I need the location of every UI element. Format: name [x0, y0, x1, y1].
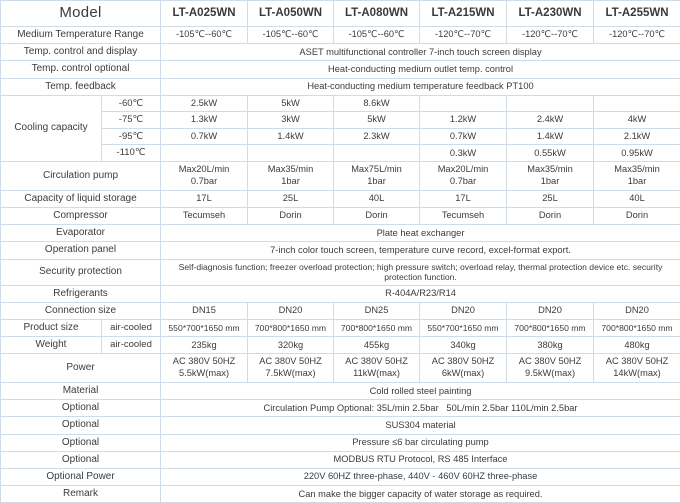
cell-weight-1: 320kg — [248, 337, 334, 354]
table-header-row — [1, 1, 680, 27]
cell-connection-size-1: DN20 — [248, 302, 334, 319]
cell-optional-pressure-value: Pressure ≤6 bar circulating pump — [161, 434, 680, 451]
cell-cooling-75-4: 2.4kW — [507, 112, 594, 129]
table-row — [1, 417, 680, 434]
cell-liquid-storage-2: 40L — [334, 190, 420, 207]
cell-product-size-4: 700*800*1650 mm — [507, 319, 594, 336]
cell-cooling-60-0: 2.5kW — [161, 95, 248, 112]
row-label-optional-protocol: Optional — [1, 451, 161, 468]
cell-line-2: 7.5kW(max) — [251, 368, 330, 380]
cell-power-1 — [248, 354, 334, 383]
table-row — [1, 285, 680, 302]
cell-optional-pump-value: Circulation Pump Optional: 35L/min 2.5bar 50L/min 2.5bar 110L/min 2.5bar — [161, 400, 680, 417]
cell-circulation-pump-1 — [248, 162, 334, 191]
cell-weight-3: 340kg — [420, 337, 507, 354]
cell-cooling-75-5: 4kW — [594, 112, 680, 129]
cell-medium-temp-1: -105℃--60℃ — [248, 27, 334, 44]
cell-line-1: Max35/min — [251, 164, 330, 176]
table-row — [1, 354, 680, 383]
cell-cooling-110-3: 0.3kW — [420, 145, 507, 162]
cell-circulation-pump-4 — [507, 162, 594, 191]
cell-refrigerants-value: R-404A/R23/R14 — [161, 285, 680, 302]
row-label-temp-control-optional: Temp. control optional — [1, 61, 161, 78]
cell-product-size-3: 550*700*1650 mm — [420, 319, 507, 336]
row-label-product-size: Product size — [1, 319, 102, 336]
cell-temp-control-optional-value: Heat-conducting medium outlet temp. control — [161, 61, 680, 78]
cell-line-1: AC 380V 50HZ — [164, 356, 244, 368]
cell-line-1: Max35/min — [510, 164, 590, 176]
cell-line-2: 1bar — [510, 176, 590, 188]
cell-compressor-5: Dorin — [594, 208, 680, 225]
table-row — [1, 319, 680, 336]
sub-label-weight-cooling: air-cooled — [102, 337, 161, 354]
cell-cooling-110-2 — [334, 145, 420, 162]
cell-cooling-95-5: 2.1kW — [594, 128, 680, 145]
row-label-temp-control-display: Temp. control and display — [1, 44, 161, 61]
row-label-temp-feedback: Temp. feedback — [1, 78, 161, 95]
header-model-5: LT-A255WN — [594, 1, 680, 27]
cell-remark-value: Can make the bigger capacity of water storage as required. — [161, 486, 680, 503]
cell-temp-feedback-value: Heat-conducting medium temperature feedback PT100 — [161, 78, 680, 95]
row-label-cooling-capacity: Cooling capacity — [1, 95, 102, 161]
row-label-operation-panel: Operation panel — [1, 242, 161, 259]
header-model-2: LT-A080WN — [334, 1, 420, 27]
cell-cooling-75-3: 1.2kW — [420, 112, 507, 129]
header-model-1: LT-A050WN — [248, 1, 334, 27]
table-row — [1, 434, 680, 451]
cell-cooling-75-0: 1.3kW — [161, 112, 248, 129]
row-label-liquid-storage: Capacity of liquid storage — [1, 190, 161, 207]
cell-liquid-storage-3: 17L — [420, 190, 507, 207]
cell-line-1: AC 380V 50HZ — [423, 356, 503, 368]
row-label-optional-material: Optional — [1, 417, 161, 434]
cell-cooling-110-0 — [161, 145, 248, 162]
cell-compressor-1: Dorin — [248, 208, 334, 225]
cell-temp-control-display-value: ASET multifunctional controller 7-inch touch screen display — [161, 44, 680, 61]
cell-security-protection-value: Self-diagnosis function; freezer overload protection; high pressure switch; overload relay, thermal protection device etc. security protection function. — [161, 259, 680, 285]
cell-connection-size-3: DN20 — [420, 302, 507, 319]
table-row — [1, 208, 680, 225]
cell-liquid-storage-4: 25L — [507, 190, 594, 207]
cell-line-2: 1bar — [597, 176, 677, 188]
row-label-optional-power: Optional Power — [1, 469, 161, 486]
cell-optional-material-value: SUS304 material — [161, 417, 680, 434]
cell-cooling-75-2: 5kW — [334, 112, 420, 129]
table-row — [1, 44, 680, 61]
row-label-security-protection: Security protection — [1, 259, 161, 285]
cell-cooling-60-2: 8.6kW — [334, 95, 420, 112]
cell-line-2: 9.5kW(max) — [510, 368, 590, 380]
cell-medium-temp-5: -120℃--70℃ — [594, 27, 680, 44]
cell-line-2: 1bar — [337, 176, 416, 188]
row-label-compressor: Compressor — [1, 208, 161, 225]
cell-power-0 — [161, 354, 248, 383]
table-row — [1, 61, 680, 78]
table-row — [1, 225, 680, 242]
cell-product-size-1: 700*800*1650 mm — [248, 319, 334, 336]
cell-cooling-110-4: 0.55kW — [507, 145, 594, 162]
cell-compressor-4: Dorin — [507, 208, 594, 225]
cell-line-2: 14kW(max) — [597, 368, 677, 380]
table-row — [1, 145, 680, 162]
cell-connection-size-4: DN20 — [507, 302, 594, 319]
header-model-3: LT-A215WN — [420, 1, 507, 27]
cell-weight-4: 380kg — [507, 337, 594, 354]
cell-compressor-0: Tecumseh — [161, 208, 248, 225]
row-label-circulation-pump: Circulation pump — [1, 162, 161, 191]
cell-power-5 — [594, 354, 680, 383]
cell-line-2: 1bar — [251, 176, 330, 188]
cell-cooling-60-1: 5kW — [248, 95, 334, 112]
row-label-connection-size: Connection size — [1, 302, 161, 319]
header-model-label: Model — [1, 1, 161, 27]
cell-connection-size-5: DN20 — [594, 302, 680, 319]
cell-line-1: AC 380V 50HZ — [251, 356, 330, 368]
row-label-refrigerants: Refrigerants — [1, 285, 161, 302]
cell-circulation-pump-0 — [161, 162, 248, 191]
cell-liquid-storage-1: 25L — [248, 190, 334, 207]
row-label-power: Power — [1, 354, 161, 383]
cell-medium-temp-3: -120℃--70℃ — [420, 27, 507, 44]
cell-cooling-110-5: 0.95kW — [594, 145, 680, 162]
table-row — [1, 383, 680, 400]
cell-connection-size-2: DN25 — [334, 302, 420, 319]
cell-compressor-2: Dorin — [334, 208, 420, 225]
row-label-optional-pump: Optional — [1, 400, 161, 417]
cell-line-2: 11kW(max) — [337, 368, 416, 380]
cell-optional-power-value: 220V 60HZ three-phase, 440V - 460V 60HZ three-phase — [161, 469, 680, 486]
row-label-material: Material — [1, 383, 161, 400]
cell-power-2 — [334, 354, 420, 383]
cell-line-2: 0.7bar — [164, 176, 244, 188]
cell-compressor-3: Tecumseh — [420, 208, 507, 225]
cell-cooling-75-1: 3kW — [248, 112, 334, 129]
sub-label-cooling-75: -75℃ — [102, 112, 161, 129]
cell-evaporator-value: Plate heat exchanger — [161, 225, 680, 242]
table-row — [1, 486, 680, 503]
cell-circulation-pump-5 — [594, 162, 680, 191]
row-label-medium-temp-range: Medium Temperature Range — [1, 27, 161, 44]
table-row — [1, 112, 680, 129]
cell-liquid-storage-5: 40L — [594, 190, 680, 207]
cell-medium-temp-4: -120℃--70℃ — [507, 27, 594, 44]
cell-cooling-95-1: 1.4kW — [248, 128, 334, 145]
sub-label-product-size-cooling: air-cooled — [102, 319, 161, 336]
sub-label-cooling-95: -95℃ — [102, 128, 161, 145]
cell-product-size-0: 550*700*1650 mm — [161, 319, 248, 336]
header-model-0: LT-A025WN — [161, 1, 248, 27]
row-label-remark: Remark — [1, 486, 161, 503]
cell-cooling-95-2: 2.3kW — [334, 128, 420, 145]
cell-cooling-60-3 — [420, 95, 507, 112]
cell-power-3 — [420, 354, 507, 383]
table-row — [1, 400, 680, 417]
cell-line-1: Max20L/min — [164, 164, 244, 176]
cell-cooling-95-4: 1.4kW — [507, 128, 594, 145]
sub-label-cooling-60: -60℃ — [102, 95, 161, 112]
cell-weight-5: 480kg — [594, 337, 680, 354]
cell-weight-2: 455kg — [334, 337, 420, 354]
table-row — [1, 162, 680, 191]
header-model-4: LT-A230WN — [507, 1, 594, 27]
cell-line-2: 6kW(max) — [423, 368, 503, 380]
table-row — [1, 469, 680, 486]
cell-medium-temp-2: -105℃--60℃ — [334, 27, 420, 44]
cell-line-1: AC 380V 50HZ — [510, 356, 590, 368]
table-row — [1, 259, 680, 285]
cell-circulation-pump-3 — [420, 162, 507, 191]
cell-cooling-95-0: 0.7kW — [161, 128, 248, 145]
cell-line-1: Max35/min — [597, 164, 677, 176]
cell-line-2: 5.5kW(max) — [164, 368, 244, 380]
cell-operation-panel-value: 7-inch color touch screen, temperature curve record, excel-format export. — [161, 242, 680, 259]
cell-product-size-2: 700*800*1650 mm — [334, 319, 420, 336]
table-row — [1, 95, 680, 112]
cell-material-value: Cold rolled steel painting — [161, 383, 680, 400]
cell-line-1: AC 380V 50HZ — [337, 356, 416, 368]
row-label-evaporator: Evaporator — [1, 225, 161, 242]
table-row — [1, 302, 680, 319]
cell-line-1: Max75L/min — [337, 164, 416, 176]
table-row — [1, 242, 680, 259]
cell-cooling-60-4 — [507, 95, 594, 112]
cell-product-size-5: 700*800*1650 mm — [594, 319, 680, 336]
row-label-weight: Weight — [1, 337, 102, 354]
row-label-optional-pressure: Optional — [1, 434, 161, 451]
table-row — [1, 128, 680, 145]
table-row — [1, 78, 680, 95]
cell-line-2: 0.7bar — [423, 176, 503, 188]
cell-cooling-60-5 — [594, 95, 680, 112]
cell-optional-protocol-value: MODBUS RTU Protocol, RS 485 Interface — [161, 451, 680, 468]
cell-cooling-110-1 — [248, 145, 334, 162]
table-row — [1, 27, 680, 44]
cell-line-1: AC 380V 50HZ — [597, 356, 677, 368]
cell-line-1: Max20L/min — [423, 164, 503, 176]
cell-connection-size-0: DN15 — [161, 302, 248, 319]
table-row — [1, 451, 680, 468]
cell-liquid-storage-0: 17L — [161, 190, 248, 207]
cell-weight-0: 235kg — [161, 337, 248, 354]
cell-power-4 — [507, 354, 594, 383]
cell-medium-temp-0: -105℃--60℃ — [161, 27, 248, 44]
table-row — [1, 190, 680, 207]
sub-label-cooling-110: -110℃ — [102, 145, 161, 162]
cell-cooling-95-3: 0.7kW — [420, 128, 507, 145]
table-row — [1, 337, 680, 354]
cell-circulation-pump-2 — [334, 162, 420, 191]
